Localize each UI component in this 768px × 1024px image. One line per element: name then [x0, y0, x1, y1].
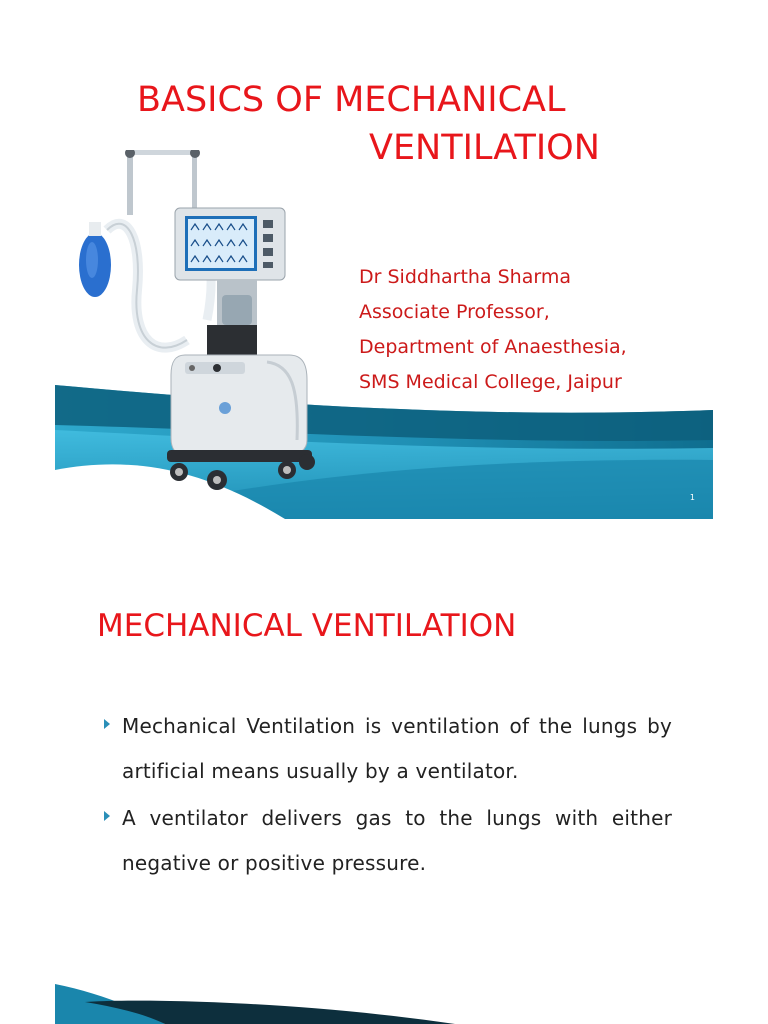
title-line-2: VENTILATION [369, 128, 600, 168]
bullet-text: A ventilator delivers gas to the lungs with either negative or positive pressure. [122, 806, 672, 875]
slide-2 [55, 552, 713, 1024]
bullet-text: Mechanical Ventilation is ventilation of the lungs by artificial means usually by a ventilator. [122, 714, 672, 783]
author-department: Department of Anaesthesia, [359, 336, 627, 358]
author-block [359, 260, 627, 400]
slide-title: MECHANICAL VENTILATION [97, 608, 517, 644]
page-number: 1 [689, 493, 695, 502]
author-position: Associate Professor, [359, 301, 550, 323]
slide-1 [55, 0, 713, 519]
author-institution: SMS Medical College, Jaipur [359, 371, 622, 393]
title-line-1: BASICS OF MECHANICAL [137, 80, 566, 120]
ventilator-machine-image [67, 150, 317, 495]
teal-swoosh-decoration [55, 552, 713, 1024]
author-name: Dr Siddhartha Sharma [359, 266, 571, 288]
